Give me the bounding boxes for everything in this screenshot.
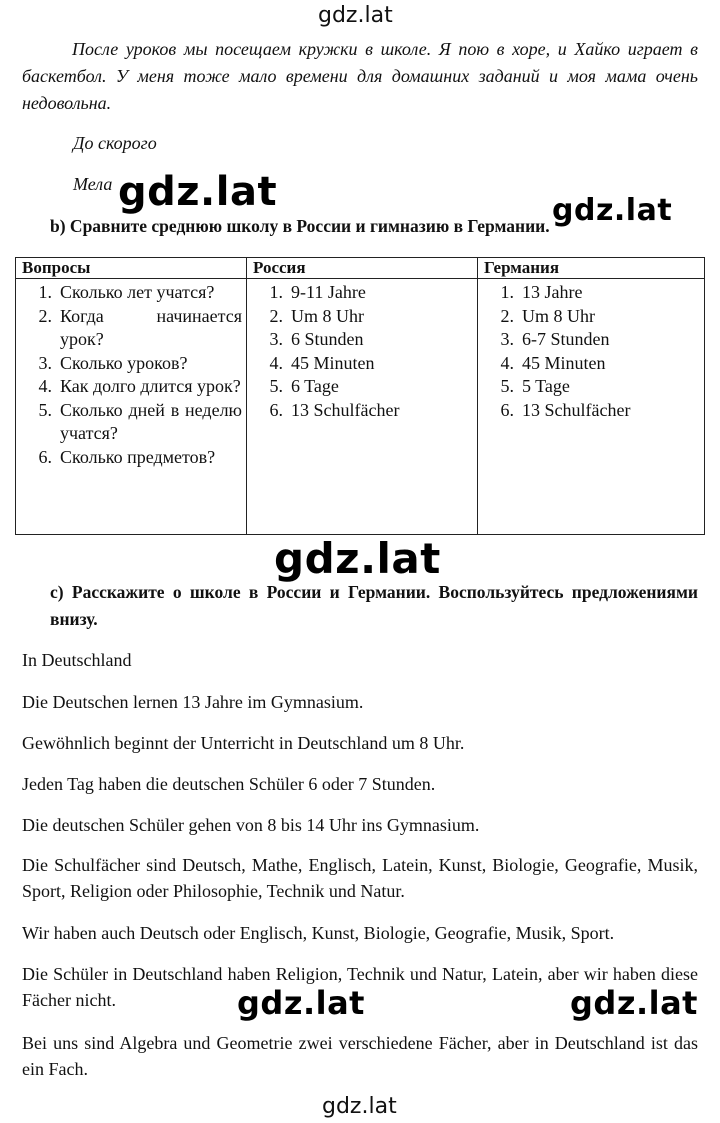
list-item: 2. Um 8 Uhr [269, 305, 364, 326]
list-item: 5. 6 Tage [269, 376, 339, 396]
watermark-large: gdz.lat [274, 534, 441, 583]
list-item: 6. 13 Schulfächer [500, 399, 631, 420]
table-header-row [16, 258, 705, 279]
answer-line: Die deutschen Schüler gehen von 8 bis 14 Uhr ins Gymnasium. [22, 815, 480, 835]
task-b-heading: b) Сравните среднюю школу в России и гимназию в Германии. [50, 216, 550, 236]
list-item: 6. Сколько предметов? [38, 446, 216, 467]
list-item: 4. 45 Minuten [500, 352, 606, 373]
watermark-large: gdz.lat [233, 984, 369, 1022]
letter-signature: Мела [73, 174, 113, 194]
questions-cell [16, 279, 247, 535]
germany-cell [478, 279, 705, 535]
watermark-large: gdz.lat [566, 984, 702, 1022]
answer-line: Gewöhnlich beginnt der Unterricht in Deutschland um 8 Uhr. [22, 733, 465, 753]
answer-line: Jeden Tag haben die deutschen Schüler 6 oder 7 Stunden. [22, 774, 436, 794]
watermark-large: gdz.lat [118, 169, 278, 215]
table-header: Германия [478, 258, 705, 279]
list-item: 6. 13 Schulfächer [269, 399, 400, 420]
list-item: 1. 9-11 Jahre [269, 282, 366, 302]
list-item: 3. 6 Stunden [269, 329, 364, 349]
table-row [16, 279, 705, 535]
list-item: 1. Сколько лет учатся? [38, 282, 215, 302]
task-c-heading: c) Расскажите о школе в России и Германии. Воспользуйтесь предложениями внизу. [50, 582, 698, 629]
watermark-bottom: gdz.lat [322, 1094, 397, 1119]
answer-line: Die Schulfächer sind Deutsch, Mathe, Englisch, Latein, Kunst, Biologie, Geografie, Musik, Sport, Religion oder Philosophie, Technik und Natur. [22, 855, 698, 901]
list-item: 3. 6-7 Stunden [500, 329, 610, 349]
list-item: 3. Сколько уроков? [38, 352, 188, 373]
russia-cell [247, 279, 478, 535]
comparison-table [15, 257, 705, 535]
letter-closing: До скорого [73, 133, 157, 153]
list-item: 2. Um 8 Uhr [500, 305, 595, 326]
answer-line: In Deutschland [22, 650, 132, 670]
table-header: Вопросы [16, 258, 247, 279]
list-item: 5. Сколько дней в неделю учатся? [38, 399, 242, 443]
list-item: 1. 13 Jahre [500, 282, 583, 302]
answer-line: Die Deutschen lernen 13 Jahre im Gymnasium. [22, 692, 364, 712]
list-item: 4. 45 Minuten [269, 352, 375, 373]
answer-line: Bei uns sind Algebra und Geometrie zwei verschiedene Fächer, aber in Deutschland ist das ein Fach. [22, 1033, 698, 1079]
answer-line: Wir haben auch Deutsch oder Englisch, Kunst, Biologie, Geografie, Musik, Sport. [22, 923, 615, 943]
watermark-top: gdz.lat [318, 3, 393, 28]
list-item: 5. 5 Tage [500, 376, 570, 396]
answer-line: Die Schüler in Deutschland haben Religion, Technik und Natur, Latein, aber wir haben diese Fächer nicht. [22, 964, 698, 1010]
watermark-large: gdz.lat [552, 193, 673, 228]
list-item: 2. Когда начинается урок? [38, 305, 242, 349]
list-item: 4. Как долго длится урок? [38, 376, 241, 396]
table-header: Россия [247, 258, 478, 279]
letter-paragraph: После уроков мы посещаем кружки в школе. Я пою в хоре, и Хайко играет в баскетбол. У меня тоже мало времени для домашних заданий и моя мама очень недовольна. [22, 39, 698, 113]
